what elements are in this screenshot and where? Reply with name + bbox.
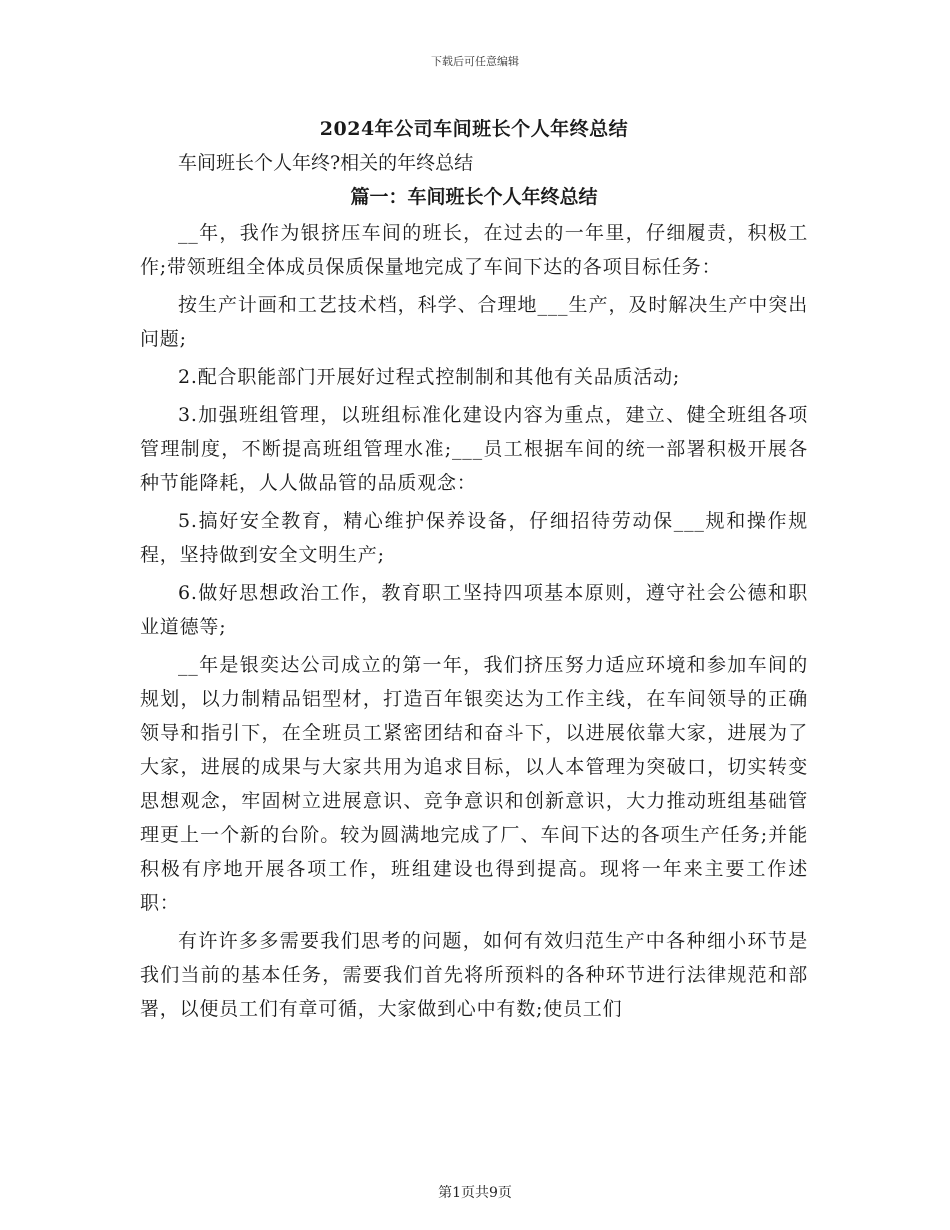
paragraph: __年，我作为银挤压车间的班长，在过去的一年里，仔细履责，积极工作;带领班组全体成员保质保量地完成了车间下达的各项目标任务： xyxy=(140,222,808,278)
header-note: 下载后可任意编辑 xyxy=(431,55,519,68)
paragraph: 6.做好思想政治工作，教育职工坚持四项基本原则，遵守社会公德和职业道德等; xyxy=(140,582,808,638)
section-title: 篇一：车间班长个人年终总结 xyxy=(350,186,598,208)
paragraph: 按生产计画和工艺技术档，科学、合理地___生产，及时解决生产中突出问题; xyxy=(140,294,808,350)
document-subtitle: 车间班长个人年终?相关的年终总结 xyxy=(178,152,474,174)
paragraph: 3.加强班组管理，以班组标准化建设内容为重点，建立、健全班组各项管理制度，不断提高班组管理水准;___员工根据车间的统一部署积极开展各种节能降耗，人人做品管的品质观念： xyxy=(140,404,808,494)
paragraph: 有许许多多需要我们思考的问题，如何有效归范生产中各种细小环节是我们当前的基本任务，需要我们首先将所预料的各种环节进行法律规范和部署，以便员工们有章可循，大家做到心中有数;使员工们 xyxy=(140,930,808,1020)
document-title: 2024年公司车间班长个人年终总结 xyxy=(319,118,629,140)
paragraph: 2.配合职能部门开展好过程式控制制和其他有关品质活动; xyxy=(178,366,681,388)
paragraph: __年是银奕达公司成立的第一年，我们挤压努力适应环境和参加车间的规划，以力制精品铝型材，打造百年银奕达为工作主线，在车间领导的正确领导和指引下，在全班员工紧密团结和奋斗下，以进展依靠大家，进展为了大家，进展的成果与大家共用为追求目标，以人本管理为突破口，切实转变思想观念，牢固树立进展意识、竞争意识和创新意识，大力推动班组基础管理更上一个新的台阶。较为圆满地完成了厂、车间下达的各项生产任务;并能积极有序地开展各项工作，班组建设也得到提高。现将一年来主要工作述职： xyxy=(140,654,808,914)
page-footer: 第1页共9页 xyxy=(438,1185,512,1201)
document-body xyxy=(140,112,808,1030)
paragraph: 5.搞好安全教育，精心维护保养设备，仔细招待劳动保___规和操作规程，坚持做到安全文明生产; xyxy=(140,510,808,566)
